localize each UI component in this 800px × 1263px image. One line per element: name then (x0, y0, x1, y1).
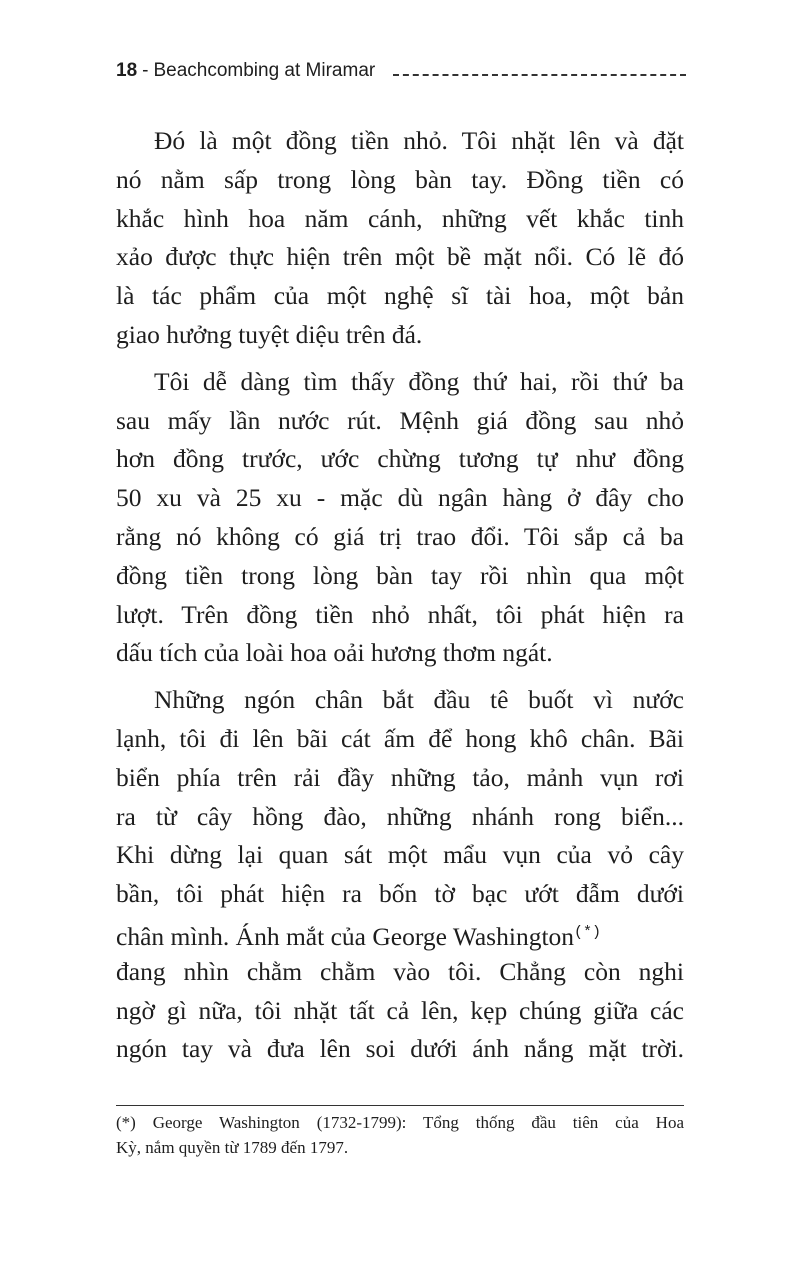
text-line: nó nằm sấp trong lòng bàn tay. Đồng tiền có (116, 164, 684, 194)
text-line: bần, tôi phát hiện ra bốn tờ bạc ướt đẫm dưới (116, 879, 684, 909)
text-line: Những ngón chân bắt đầu tê buốt vì nước (154, 685, 684, 715)
text-fragment: chân mình. Ánh mắt của George Washington (116, 921, 575, 951)
text-line: lượt. Trên đồng tiền nhỏ nhất, tôi phát hiện ra (116, 599, 684, 629)
book-title: Beachcombing at Miramar (153, 60, 376, 81)
text-line: dấu tích của loài hoa oải hương thơm ngát. (116, 638, 553, 668)
text-line: 50 xu và 25 xu - mặc dù ngân hàng ở đây cho (116, 483, 684, 513)
text-line-with-footnote (116, 914, 684, 953)
page-number: 18 (116, 60, 138, 81)
text-line: đang nhìn chằm chằm vào tôi. Chẳng còn nghi (116, 956, 684, 986)
footnote-reference: (*) (574, 923, 602, 941)
text-line: rằng nó không có giá trị trao đổi. Tôi sắp cả ba (116, 521, 684, 551)
text-line: giao hưởng tuyệt diệu trên đá. (116, 319, 423, 349)
text-line: lạnh, tôi đi lên bãi cát ấm để hong khô chân. Bãi (116, 723, 684, 753)
paragraph-2 (116, 363, 684, 673)
footnote-line: (*) George Washington (1732-1799): Tổng thống đầu tiên của Hoa (116, 1113, 684, 1132)
text-line: Tôi dễ dàng tìm thấy đồng thứ hai, rồi thứ ba (154, 366, 684, 396)
text-line: ngón tay và đưa lên soi dưới ánh nắng mặt trời. (116, 1034, 684, 1064)
text-line: biển phía trên rải đầy những tảo, mảnh vụn rơi (116, 762, 684, 792)
text-line: là tác phẩm của một nghệ sĩ tài hoa, một bản (116, 281, 684, 311)
paragraph-1 (116, 122, 684, 355)
footnote-rule (116, 1105, 684, 1106)
running-header (116, 56, 686, 86)
header-separator: - (142, 60, 149, 81)
text-line: khắc hình hoa năm cánh, những vết khắc tinh (116, 203, 684, 233)
text-line: xảo được thực hiện trên một bề mặt nổi. Có lẽ đó (116, 242, 684, 272)
text-line: sau mấy lần nước rút. Mệnh giá đồng sau nhỏ (116, 405, 684, 435)
text-line: Khi dừng lại quan sát một mẩu vụn của vỏ cây (116, 840, 684, 870)
header-dashed-rule (393, 74, 686, 76)
text-line: hơn đồng trước, ước chừng tương tự như đồng (116, 444, 684, 474)
text-line: đồng tiền trong lòng bàn tay rồi nhìn qua một (116, 560, 684, 590)
text-line: ra từ cây hồng đào, những nhánh rong biển... (116, 801, 684, 831)
text-line: ngờ gì nữa, tôi nhặt tất cả lên, kẹp chúng giữa các (116, 995, 684, 1025)
text-line: Đó là một đồng tiền nhỏ. Tôi nhặt lên và đặt (154, 126, 684, 155)
footnote (116, 1110, 684, 1160)
paragraph-3 (116, 681, 684, 1069)
body-text (116, 122, 684, 1077)
footnote-line: Kỳ, nắm quyền từ 1789 đến 1797. (116, 1138, 349, 1157)
